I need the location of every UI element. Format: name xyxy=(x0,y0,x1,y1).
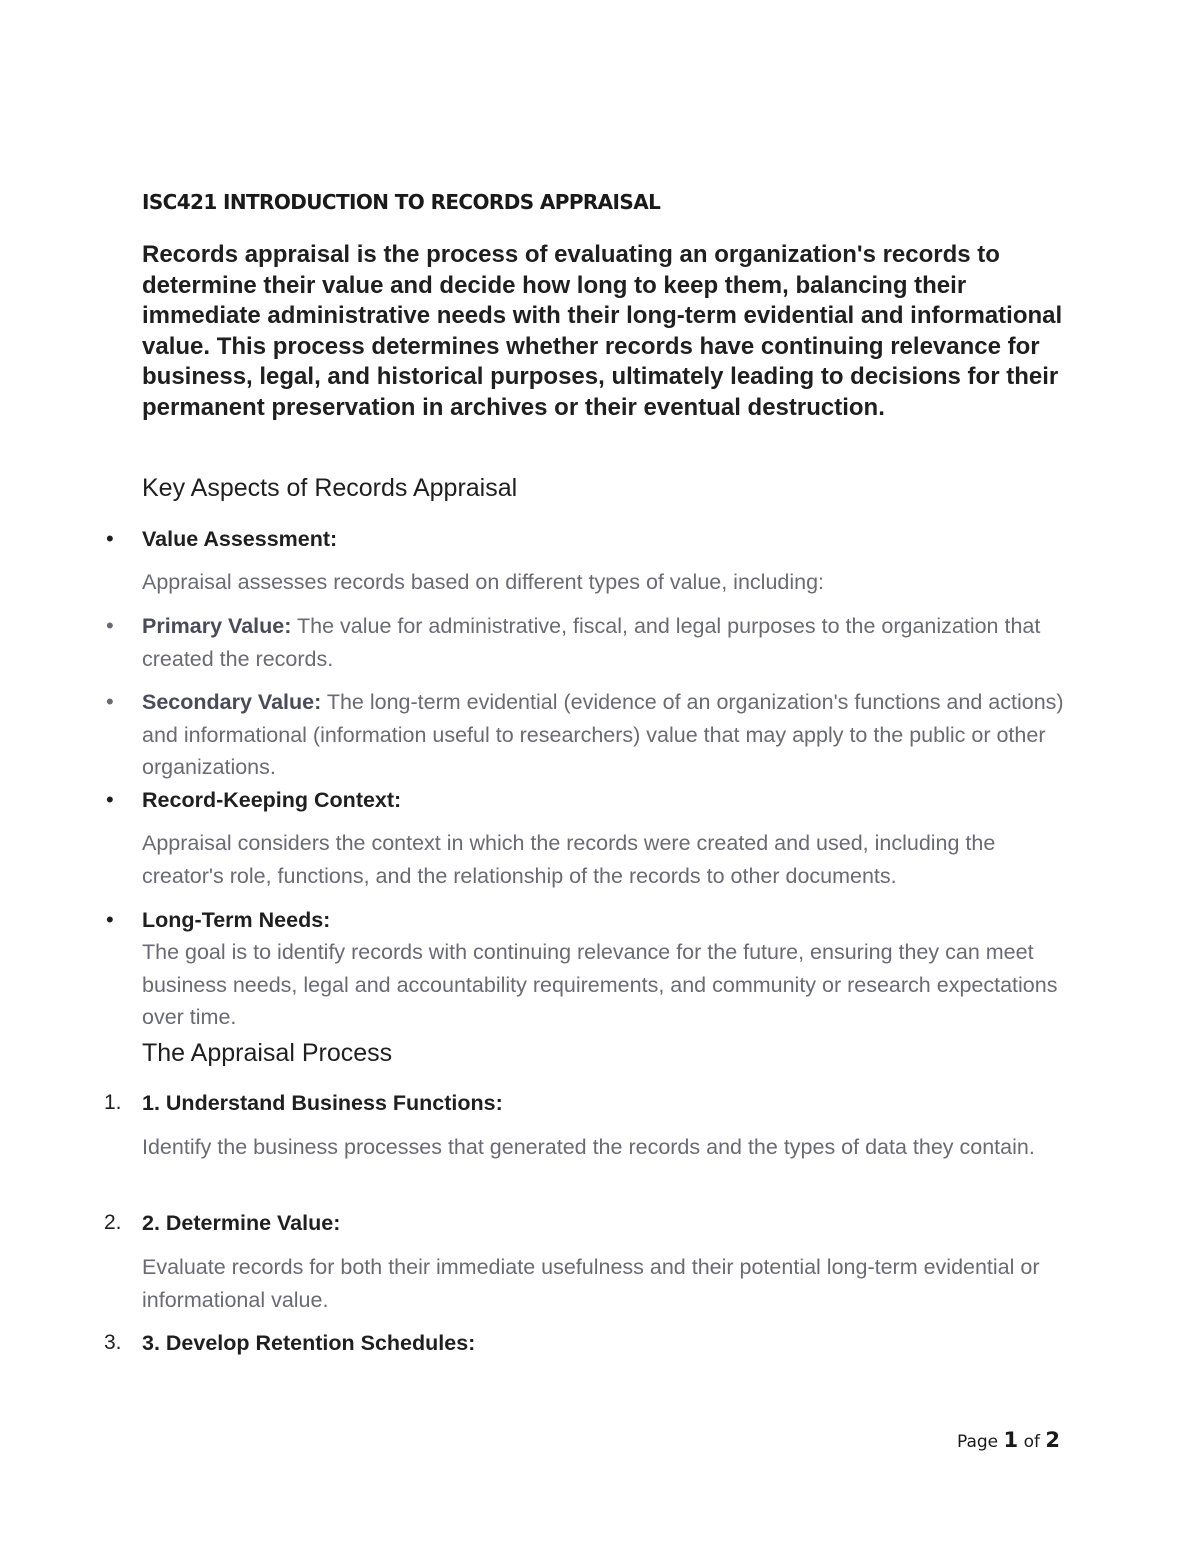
page-word: Page xyxy=(956,1432,999,1452)
primary-value-text: The value for administrative, fiscal, and legal purposes to the organization that created the records. xyxy=(142,614,1041,671)
secondary-value-label: Secondary Value: xyxy=(142,690,322,714)
step-number-marker: 3. xyxy=(104,1331,122,1354)
of-word: of xyxy=(1023,1432,1040,1452)
appraisal-process-heading: The Appraisal Process xyxy=(142,1039,393,1067)
value-assessment-label: Value Assessment: xyxy=(142,527,338,551)
document-title: ISC421 INTRODUCTION TO RECORDS APPRAISAL xyxy=(142,190,661,214)
key-aspects-heading: Key Aspects of Records Appraisal xyxy=(142,474,518,502)
record-keeping-context-label: Record-Keeping Context: xyxy=(142,788,402,812)
long-term-needs-text: The goal is to identify records with continuing relevance for the future, ensuring they can meet business needs, legal and accountability requirements, and community or research expectations over time. xyxy=(142,940,1058,1029)
step-1-label: 1. Understand Business Functions: xyxy=(142,1091,503,1115)
intro-paragraph: Records appraisal is the process of evaluating an organization's records to determine their value and decide how long to keep them, balancing their immediate administrative needs with their long-term evidential and informational value. This process determines whether records have continuing relevance for business, legal, and historical purposes, ultimately leading to decisions for their permanent preservation in archives or their eventual destruction. xyxy=(142,241,1063,421)
value-assessment-text: Appraisal assesses records based on different types of value, including: xyxy=(142,570,825,594)
value-assessment-item xyxy=(106,523,1082,556)
record-keeping-context-text: Appraisal considers the context in which the records were created and used, including the creator's role, functions, and the relationship of the records to other documents. xyxy=(142,831,996,888)
step-1-text: Identify the business processes that generated the records and the types of data they contain. xyxy=(142,1135,1035,1159)
primary-value-item xyxy=(106,610,1082,675)
process-step-1 xyxy=(104,1087,1082,1120)
page-total: 2 xyxy=(1045,1428,1060,1452)
long-term-needs-item xyxy=(106,904,1082,937)
step-2-text: Evaluate records for both their immediate usefulness and their potential long-term evidential or informational value. xyxy=(142,1255,1040,1312)
long-term-needs-label: Long-Term Needs: xyxy=(142,908,331,932)
secondary-value-text: The long-term evidential (evidence of an organization's functions and actions) and informational (information useful to researchers) value that may apply to the public or other organizations. xyxy=(142,690,1064,779)
bullet-marker: • xyxy=(106,689,114,714)
bullet-marker: • xyxy=(106,613,114,638)
process-step-2 xyxy=(104,1207,1082,1240)
step-3-label: 3. Develop Retention Schedules: xyxy=(142,1331,476,1355)
process-step-3 xyxy=(104,1327,1082,1360)
record-keeping-context-item xyxy=(106,784,1082,817)
step-2-label: 2. Determine Value: xyxy=(142,1211,341,1235)
page-number: 1 xyxy=(1003,1428,1019,1452)
page-footer xyxy=(957,1428,1060,1452)
bullet-marker: • xyxy=(106,787,114,812)
step-number-marker: 2. xyxy=(104,1211,122,1234)
secondary-value-item xyxy=(106,686,1082,784)
primary-value-label: Primary Value: xyxy=(142,614,292,638)
bullet-marker: • xyxy=(106,526,114,551)
step-number-marker: 1. xyxy=(104,1091,122,1114)
bullet-marker: • xyxy=(106,907,114,932)
